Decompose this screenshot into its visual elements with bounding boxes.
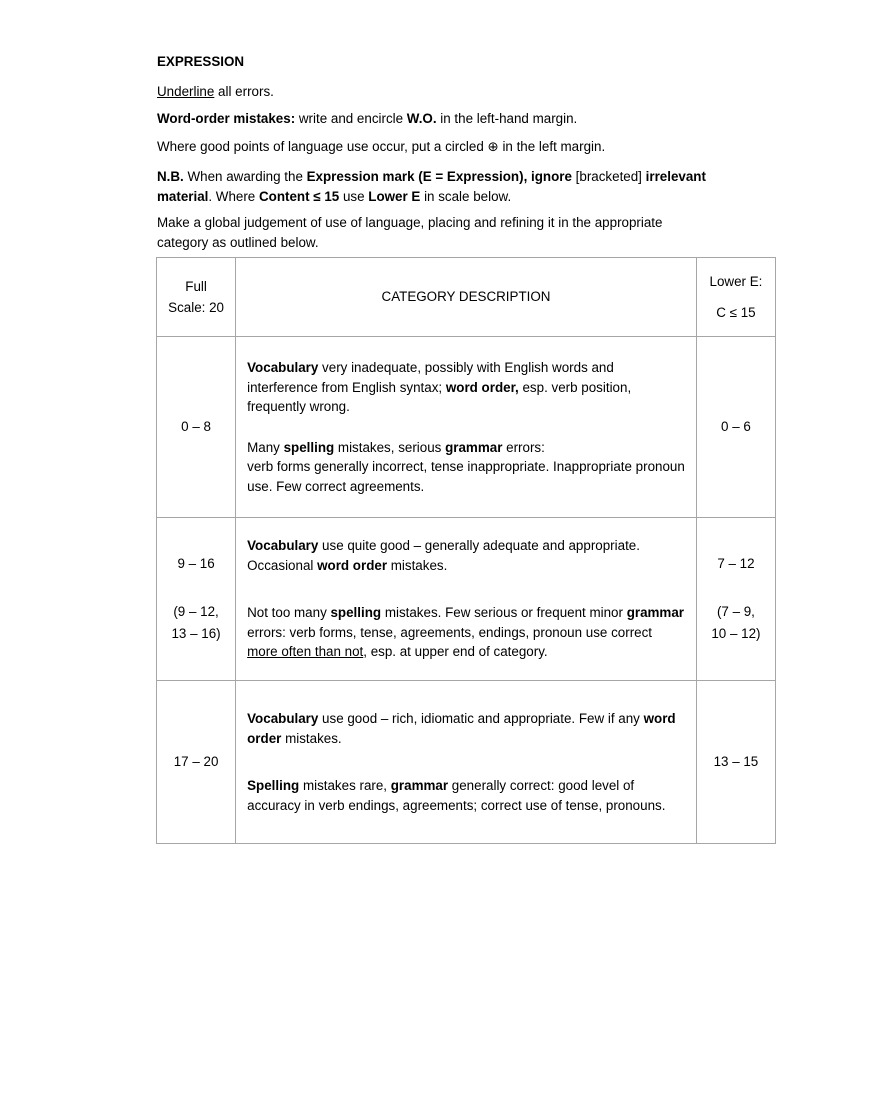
row1-description: Vocabulary very inadequate, possibly with English words and interference from English syntax; word order, esp. verb position, frequently wrong. Many spelling mistakes, serious grammar errors: verb forms generally incorrect, tense inappropriate. Inappropriate pronoun use. Few correct agreements. xyxy=(236,337,697,518)
row2-description: Vocabulary use quite good – generally adequate and appropriate. Occasional word order mistakes. Not too many spelling mistakes. Few serious or frequent minor grammar errors: verb forms, tense, agreements, endings, pronoun use correct more often than not, esp. at upper end of category. xyxy=(236,518,697,681)
instruction-underline: Underline all errors. xyxy=(157,84,274,99)
row2-full-range: 9 – 16 (9 – 12, 13 – 16) xyxy=(157,518,236,681)
table-row xyxy=(157,681,776,844)
row2-lower-range: 7 – 12 (7 – 9, 10 – 12) xyxy=(696,518,775,681)
table-row xyxy=(157,518,776,681)
row1-full-range: 0 – 8 xyxy=(157,337,236,518)
nb-note: N.B. When awarding the Expression mark (E = Expression), ignore [bracketed] irrelevant material. Where Content ≤ 15 use Lower E in scale below. xyxy=(157,169,706,204)
row3-description: Vocabulary use good – rich, idiomatic and appropriate. Few if any word order mistakes. Spelling mistakes rare, grammar generally correct: good level of accuracy in verb endings, agreements; correct use of tense, pronouns. xyxy=(236,681,697,844)
table-header-row xyxy=(157,258,776,337)
row3-full-range: 17 – 20 xyxy=(157,681,236,844)
section-heading: EXPRESSION xyxy=(157,54,245,69)
header-lower-e: Lower E: C ≤ 15 xyxy=(696,258,775,337)
row3-lower-range: 13 – 15 xyxy=(696,681,775,844)
header-category-description: CATEGORY DESCRIPTION xyxy=(236,258,697,337)
header-full-scale: Full Scale: 20 xyxy=(157,258,236,337)
instruction-good-points: Where good points of language use occur, put a circled ⊕ in the left margin. xyxy=(157,139,606,154)
marking-scale-table xyxy=(156,257,776,844)
instruction-word-order: Word-order mistakes: write and encircle W.O. in the left-hand margin. xyxy=(157,111,578,126)
row1-lower-range: 0 – 6 xyxy=(696,337,775,518)
global-judgement-text: Make a global judgement of use of language, placing and refining it in the appropriate category as outlined below. xyxy=(157,215,663,250)
table-row xyxy=(157,337,776,518)
underline-word: Underline xyxy=(157,84,215,99)
